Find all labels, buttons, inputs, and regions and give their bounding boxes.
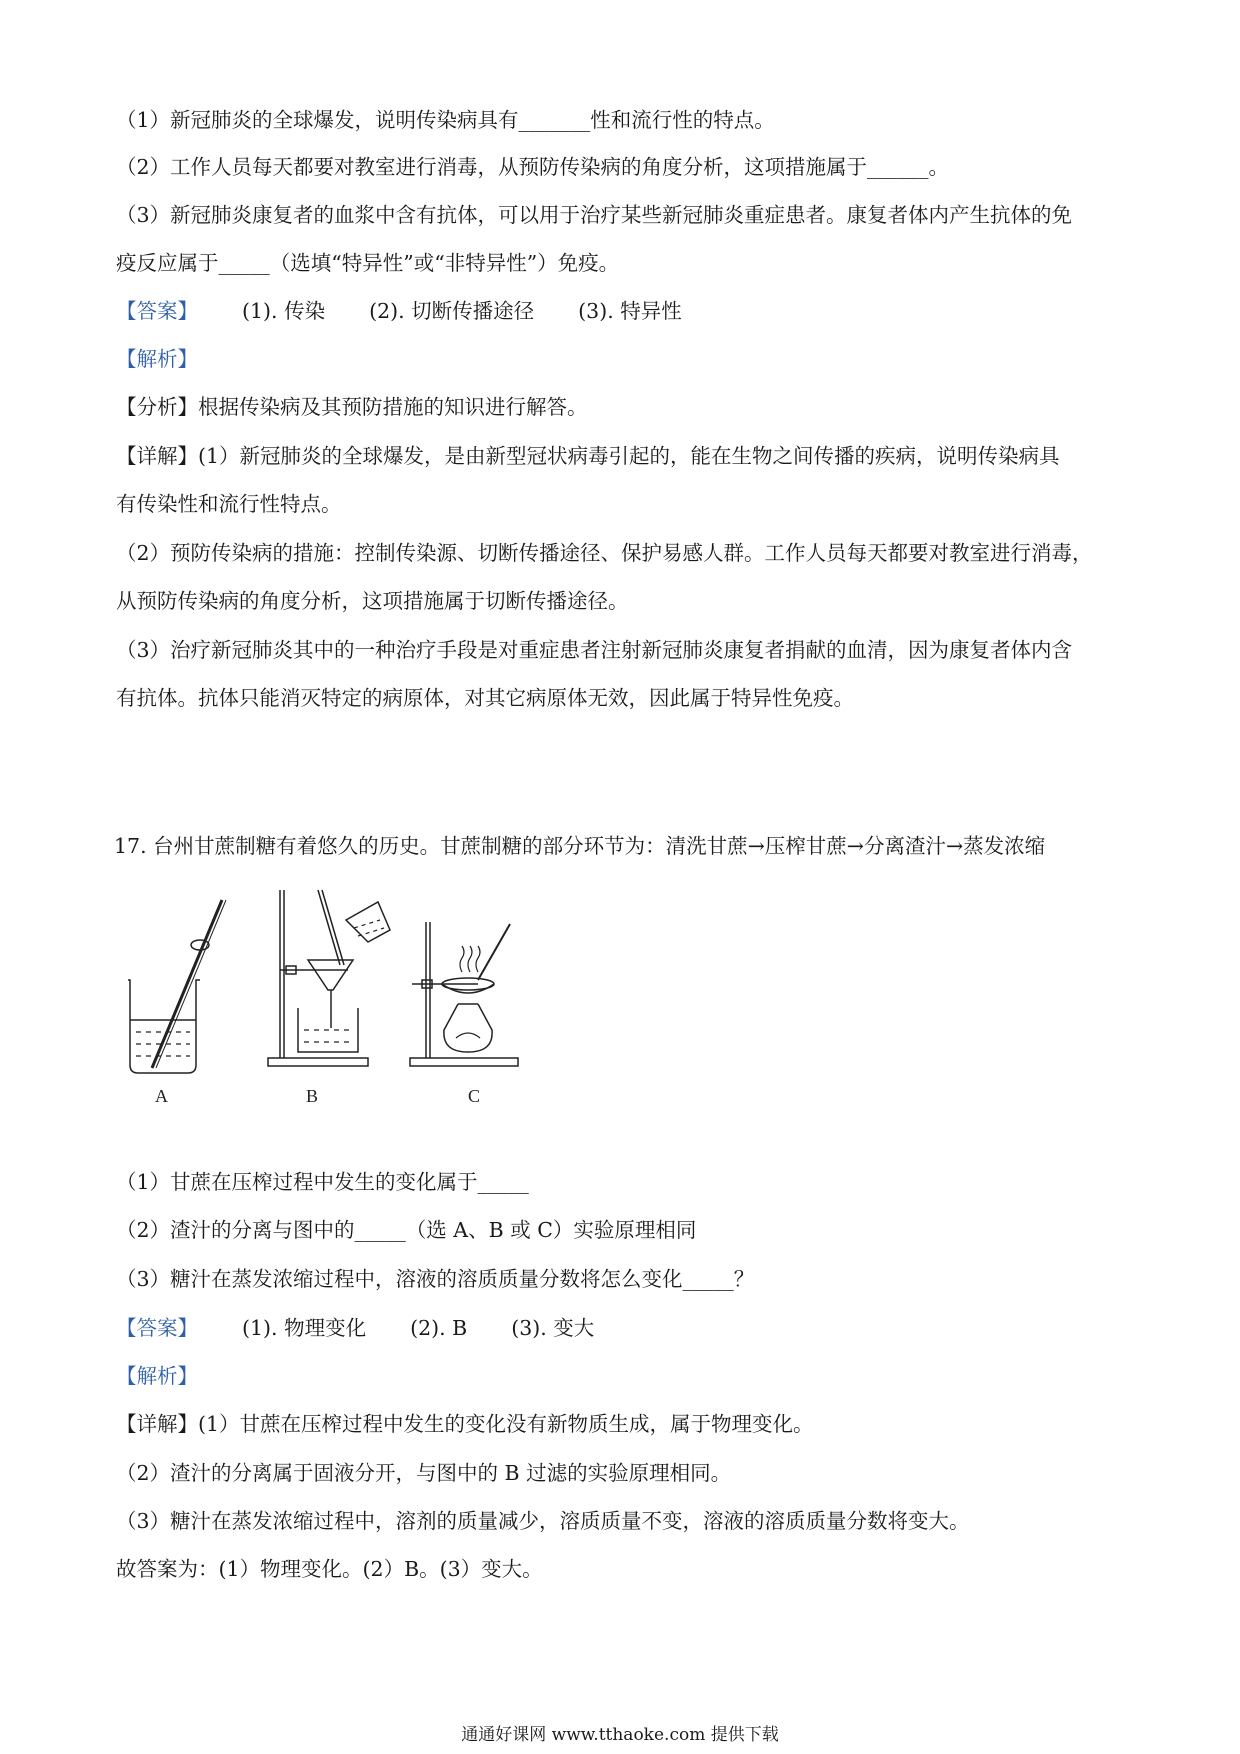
q17-stem: 17. 台州甘蔗制糖有着悠久的历史。甘蔗制糖的部分环节为：清洗甘蔗→压榨甘蔗→分离渣汁→蒸发浓缩	[114, 834, 1046, 858]
figure-label-c: C	[468, 1086, 481, 1106]
q17-sub2: （2）渣汁的分离与图中的_____（选 A、B 或 C）实验原理相同	[116, 1218, 697, 1242]
q17-answer	[116, 1314, 594, 1342]
q17-sub1: （1）甘蔗在压榨过程中发生的变化属于_____	[116, 1170, 529, 1194]
answer-item-3: (3). 特异性	[578, 299, 682, 323]
apparatus-figure	[118, 880, 618, 1110]
answer-item-1: (1). 传染	[242, 299, 326, 323]
q16-detail-1a: 【详解】(1）新冠肺炎的全球爆发，是由新型冠状病毒引起的，能在生物之间传播的疾病，说明传染病具	[116, 444, 1060, 468]
q17-conclusion: 故答案为：(1）物理变化。(2）B。(3）变大。	[116, 1557, 543, 1581]
q17-detail-3: （3）糖汁在蒸发浓缩过程中，溶剂的质量减少，溶质质量不变，溶液的溶质质量分数将变大。	[116, 1509, 970, 1533]
q16-detail-2b: 从预防传染病的角度分析，这项措施属于切断传播途径。	[116, 589, 629, 613]
q17-detail-1: 【详解】(1）甘蔗在压榨过程中发生的变化没有新物质生成，属于物理变化。	[116, 1412, 814, 1436]
beaker-stirring-diagram	[128, 900, 226, 1073]
answer-item-3: (3). 变大	[511, 1316, 595, 1340]
analysis-label: 【解析】	[116, 1364, 198, 1388]
answer-label: 【答案】	[116, 1316, 198, 1340]
q16-detail-2a: （2）预防传染病的措施：控制传染源、切断传播途径、保护易感人群。工作人员每天都要对教室进行消毒，	[116, 541, 1093, 565]
evaporation-diagram	[410, 922, 518, 1066]
answer-label: 【答案】	[116, 299, 198, 323]
q16-sub2: （2）工作人员每天都要对教室进行消毒，从预防传染病的角度分析，这项措施属于______。	[116, 155, 950, 179]
figure-label-b: B	[306, 1086, 319, 1106]
q16-fenxi: 【分析】根据传染病及其预防措施的知识进行解答。	[116, 395, 588, 419]
q16-detail-3a: （3）治疗新冠肺炎其中的一种治疗手段是对重症患者注射新冠肺炎康复者捐献的血清，因为康复者体内含	[116, 638, 1073, 662]
page-footer: 通通好课网 www.tthaoke.com 提供下载	[461, 1725, 779, 1745]
q16-detail-1b: 有传染性和流行性特点。	[116, 492, 342, 516]
q16-sub1: （1）新冠肺炎的全球爆发，说明传染病具有_______性和流行性的特点。	[116, 108, 775, 132]
q16-sub3-line2: 疫反应属于_____（选填“特异性”或“非特异性”）免疫。	[116, 251, 620, 275]
figure-label-a: A	[155, 1086, 168, 1106]
answer-item-2: (2). 切断传播途径	[369, 299, 535, 323]
analysis-label: 【解析】	[116, 347, 198, 371]
q16-answer	[116, 297, 682, 325]
answer-item-1: (1). 物理变化	[242, 1316, 367, 1340]
q16-sub3-line1: （3）新冠肺炎康复者的血浆中含有抗体，可以用于治疗某些新冠肺炎重症患者。康复者体内产生抗体的免	[116, 203, 1073, 227]
q17-sub3: （3）糖汁在蒸发浓缩过程中，溶液的溶质质量分数将怎么变化_____？	[116, 1267, 755, 1291]
answer-item-2: (2). B	[410, 1316, 468, 1340]
filtration-diagram	[268, 890, 390, 1066]
q16-detail-3b: 有抗体。抗体只能消灭特定的病原体，对其它病原体无效，因此属于特异性免疫。	[116, 686, 854, 710]
q17-detail-2: （2）渣汁的分离属于固液分开，与图中的 B 过滤的实验原理相同。	[116, 1461, 732, 1485]
